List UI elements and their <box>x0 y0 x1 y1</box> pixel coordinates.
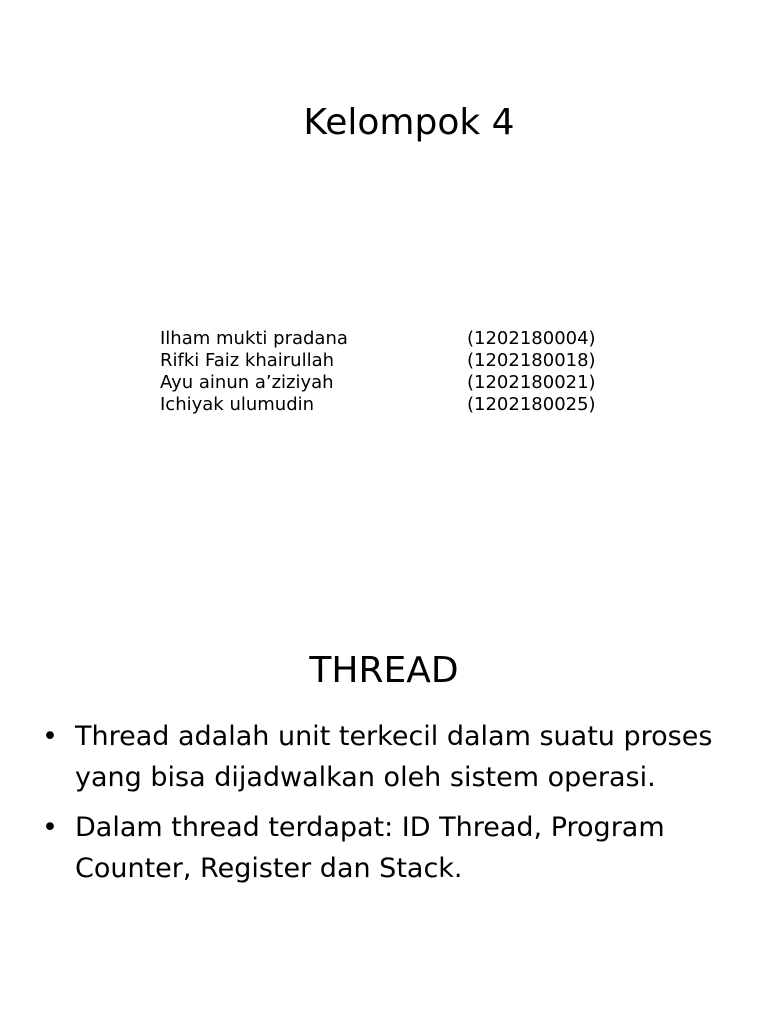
member-name: Ilham mukti pradana <box>160 328 348 349</box>
bullet-item <box>42 807 722 889</box>
member-row <box>160 350 620 372</box>
bullet-icon: • <box>42 812 58 843</box>
bullet-text: Dalam thread terdapat: ID Thread, Program Counter, Register dan Stack. <box>75 812 665 884</box>
bullet-list <box>42 716 722 898</box>
member-list <box>160 328 620 416</box>
member-row <box>160 328 620 350</box>
bullet-item <box>42 716 722 798</box>
member-row <box>160 372 620 394</box>
member-name: Ichiyak ulumudin <box>160 394 315 415</box>
member-id: (1202180025) <box>467 394 596 415</box>
member-id: (1202180018) <box>467 350 596 371</box>
member-name: Rifki Faiz khairullah <box>160 350 335 371</box>
bullet-text: Thread adalah unit terkecil dalam suatu proses yang bisa dijadwalkan oleh sistem operasi. <box>75 721 713 793</box>
member-id: (1202180021) <box>467 372 596 393</box>
member-id: (1202180004) <box>467 328 596 349</box>
slide-title: Kelompok 4 <box>303 102 515 144</box>
slide-thread <box>0 512 768 1024</box>
slide-title: THREAD <box>309 650 459 692</box>
bullet-icon: • <box>42 721 58 752</box>
member-row <box>160 394 620 416</box>
member-name: Ayu ainun a’ziziyah <box>160 372 334 393</box>
